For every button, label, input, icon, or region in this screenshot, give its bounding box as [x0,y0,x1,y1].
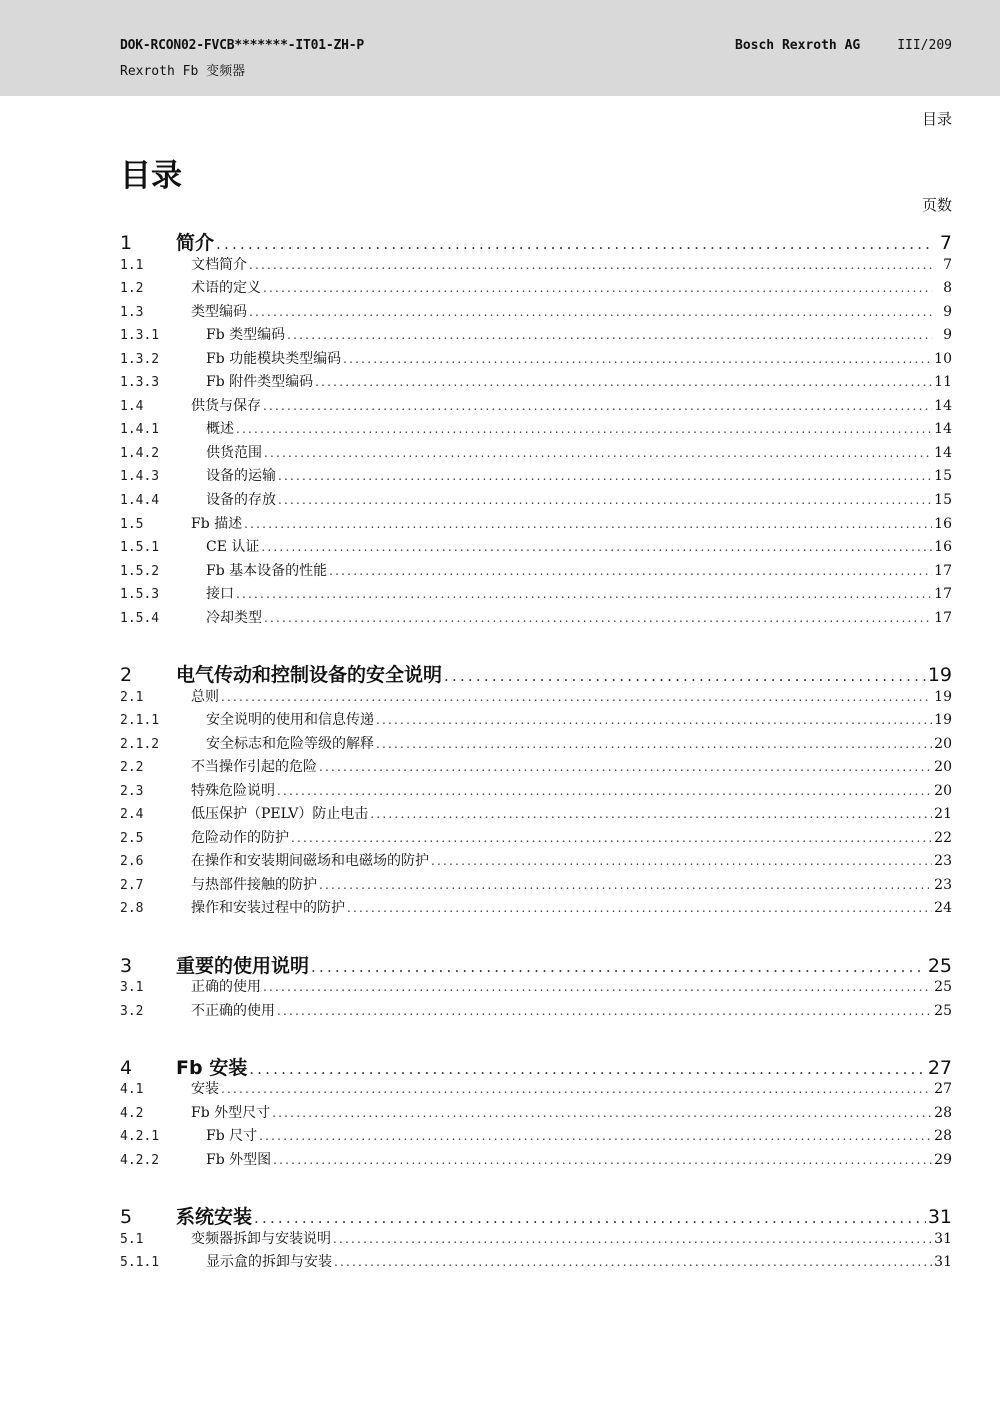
toc-entry-page: 14 [934,445,952,461]
toc-entry-number: 4.1 [120,1082,144,1097]
toc-entry-number: 1.5.1 [120,540,160,555]
toc-entry[interactable] [120,1149,952,1169]
toc-entry-number: 2.8 [120,901,144,916]
toc-entry-number: 1.5.3 [120,587,160,602]
toc-entry-number: 1.5.4 [120,611,160,626]
toc-dot-leader [263,281,932,295]
toc-entry-page: 7 [939,232,952,254]
toc-dot-leader [249,1060,926,1078]
toc-entry-number: 2.4 [120,807,144,822]
toc-entry-title: 类型编码 [191,304,247,320]
toc-entry[interactable] [120,1078,952,1098]
toc-entry-page: 22 [934,830,952,846]
toc-entry[interactable] [120,1228,952,1248]
toc-entry[interactable] [120,827,952,847]
toc-entry-title: Fb 类型编码 [206,327,286,343]
toc-entry-title: 设备的存放 [206,492,276,508]
toc-entry[interactable] [120,1102,952,1122]
toc-entry-number: 3.2 [120,1004,144,1019]
toc-entry-page: 27 [927,1057,952,1079]
toc-dot-leader [244,517,932,531]
toc-entry-number: 2.1.1 [120,713,160,728]
toc-entry-title: 低压保护（PELV）防止电击 [191,806,369,822]
toc-entry[interactable] [120,442,952,462]
toc-entry-page: 31 [934,1231,952,1247]
toc-dot-leader [319,878,932,892]
toc-entry-page: 28 [934,1105,952,1121]
page-title: 目录 [120,158,182,194]
toc-entry[interactable] [120,254,952,274]
toc-entry-number: 1.3.1 [120,328,160,343]
toc-dot-leader [287,328,932,342]
toc-entry-title: 安全标志和危险等级的解释 [206,736,374,752]
toc-dot-leader [261,540,932,554]
toc-entry-number: 1.4 [120,399,144,414]
toc-entry[interactable] [120,1000,952,1020]
toc-dot-leader [259,1129,932,1143]
toc-entry-title: 接口 [206,586,234,602]
toc-dot-leader [343,352,932,366]
toc-entry[interactable] [120,324,952,344]
toc-entry[interactable] [120,465,952,485]
toc-dot-leader [347,901,932,915]
toc-entry-title: Fb 功能模块类型编码 [206,351,342,367]
toc-entry-title: 冷却类型 [206,610,262,626]
toc-entry[interactable] [120,1125,952,1145]
toc-entry-page: 9 [943,327,952,343]
toc-entry-page: 20 [934,736,952,752]
toc-entry[interactable] [120,348,952,368]
toc-entry[interactable] [120,709,952,729]
toc-dot-leader [311,958,926,976]
toc-entry[interactable] [120,976,952,996]
toc-entry-number: 2.5 [120,831,144,846]
toc-entry-number: 1.3 [120,305,144,320]
toc-entry-title: 重要的使用说明 [176,955,310,977]
toc-entry-page: 17 [934,610,952,626]
toc-entry-title: 术语的定义 [191,280,261,296]
toc-entry[interactable] [120,513,952,533]
toc-entry[interactable] [120,780,952,800]
toc-entry-page: 24 [934,900,952,916]
toc-entry-number: 1.5 [120,517,144,532]
page-number: III/209 [897,38,952,53]
toc-entry[interactable] [120,756,952,776]
toc-dot-leader [315,375,932,389]
company-name: Bosch Rexroth AG [735,38,861,53]
toc-entry[interactable] [120,803,952,823]
toc-entry-page: 16 [934,539,952,555]
document-subtitle: Rexroth Fb 变频器 [120,64,246,79]
toc-dot-leader [273,1153,932,1167]
toc-entry[interactable] [120,1053,952,1080]
toc-entry[interactable] [120,395,952,415]
toc-entry[interactable] [120,874,952,894]
toc-entry-number: 1.3.2 [120,352,160,367]
toc-entry[interactable] [120,686,952,706]
toc-entry-page: 17 [934,563,952,579]
toc-entry-number: 4.2 [120,1106,144,1121]
toc-entry-title: Fb 基本设备的性能 [206,563,328,579]
toc-entry-title: 显示盒的拆卸与安装 [206,1254,332,1270]
toc-entry-number: 2 [120,664,133,686]
toc-entry-page: 20 [934,783,952,799]
toc-dot-leader [291,831,932,845]
page-header [0,0,1000,96]
toc-entry-title: 变频器拆卸与安装说明 [191,1231,331,1247]
toc-dot-leader [264,446,932,460]
toc-entry-number: 2.1.2 [120,737,160,752]
toc-entry[interactable] [120,951,952,978]
toc-dot-leader [264,611,932,625]
toc-dot-leader [236,587,932,601]
toc-entry-title: 设备的运输 [206,468,276,484]
toc-entry-page: 31 [927,1206,952,1228]
toc-dot-leader [236,422,932,436]
toc-entry[interactable] [120,277,952,297]
toc-entry-number: 3.1 [120,980,144,995]
toc-entry-title: 操作和安装过程中的防护 [191,900,345,916]
toc-entry[interactable] [120,1202,952,1229]
toc-entry[interactable] [120,583,952,603]
toc-entry-title: 系统安装 [176,1206,253,1228]
toc-entry-title: 供货与保存 [191,398,261,414]
toc-entry-page: 28 [934,1128,952,1144]
toc-entry-number: 1.4.2 [120,446,160,461]
section-label: 目录 [921,110,952,128]
toc-dot-leader [376,737,932,751]
toc-entry-title: CE 认证 [206,539,260,555]
toc-entry-page: 29 [934,1152,952,1168]
toc-entry-number: 1 [120,232,133,254]
toc-dot-leader [444,667,926,685]
toc-entry-title: 安全说明的使用和信息传递 [206,712,374,728]
toc-entry[interactable] [120,897,952,917]
toc-entry[interactable] [120,660,952,687]
toc-dot-leader [278,493,932,507]
toc-entry-page: 11 [934,374,952,390]
toc-entry-page: 25 [934,1003,952,1019]
toc-dot-leader [277,784,932,798]
toc-entry[interactable] [120,301,952,321]
toc-entry-page: 23 [934,853,952,869]
toc-entry-title: 简介 [176,232,215,254]
toc-entry-title: Fb 描述 [191,516,243,532]
page-column-label: 页数 [921,196,952,214]
toc-dot-leader [221,1082,932,1096]
toc-entry-title: 文档简介 [191,257,247,273]
toc-dot-leader [278,469,932,483]
toc-entry-title: 电气传动和控制设备的安全说明 [176,664,443,686]
toc-dot-leader [376,713,932,727]
toc-dot-leader [277,1004,932,1018]
toc-entry-title: 供货范围 [206,445,262,461]
toc-entry-page: 20 [934,759,952,775]
toc-entry-page: 15 [934,492,952,508]
toc-entry-page: 19 [934,689,952,705]
toc-entry-number: 2.6 [120,854,144,869]
toc-entry[interactable] [120,1251,952,1271]
toc-entry-page: 25 [927,955,952,977]
toc-entry[interactable] [120,489,952,509]
toc-entry-page: 17 [934,586,952,602]
toc-dot-leader [329,564,932,578]
toc-entry-page: 14 [934,421,952,437]
toc-dot-leader [263,980,932,994]
toc-entry-number: 2.3 [120,784,144,799]
toc-dot-leader [216,235,932,253]
toc-entry-page: 25 [934,979,952,995]
toc-entry-title: 与热部件接触的防护 [191,877,317,893]
toc-entry[interactable] [120,228,952,255]
toc-entry-page: 15 [934,468,952,484]
toc-entry[interactable] [120,536,952,556]
toc-entry-page: 8 [943,280,952,296]
toc-entry-number: 1.2 [120,281,144,296]
toc-dot-leader [249,305,932,319]
toc-entry-page: 7 [943,257,952,273]
toc-entry-title: Fb 外型尺寸 [191,1105,271,1121]
toc-entry-number: 2.2 [120,760,144,775]
toc-entry-number: 4.2.1 [120,1129,160,1144]
toc-entry-number: 2.1 [120,690,144,705]
toc-entry-number: 1.4.1 [120,422,160,437]
toc-dot-leader [333,1232,932,1246]
toc-entry-number: 1.4.3 [120,469,160,484]
toc-entry[interactable] [120,850,952,870]
toc-entry-number: 3 [120,955,133,977]
toc-entry-title: Fb 安装 [176,1057,248,1079]
toc-entry-number: 4 [120,1057,133,1079]
toc-entry[interactable] [120,418,952,438]
toc-entry-title: 在操作和安装期间磁场和电磁场的防护 [191,853,429,869]
toc-entry-title: 特殊危险说明 [191,783,275,799]
toc-entry-page: 23 [934,877,952,893]
toc-entry-number: 4.2.2 [120,1153,160,1168]
toc-entry-page: 27 [934,1081,952,1097]
toc-dot-leader [319,760,932,774]
toc-entry-number: 5.1.1 [120,1255,160,1270]
toc-dot-leader [254,1209,926,1227]
toc-dot-leader [334,1255,932,1269]
toc-entry-page: 10 [934,351,952,367]
toc-dot-leader [431,854,932,868]
toc-entry-page: 16 [934,516,952,532]
toc-dot-leader [221,690,932,704]
toc-entry-page: 14 [934,398,952,414]
toc-entry-title: Fb 附件类型编码 [206,374,314,390]
toc-entry-number: 2.7 [120,878,144,893]
toc-entry-title: Fb 尺寸 [206,1128,258,1144]
toc-entry-number: 5 [120,1206,133,1228]
toc-entry-title: Fb 外型图 [206,1152,272,1168]
toc-entry-title: 概述 [206,421,234,437]
toc-entry-title: 安装 [191,1081,219,1097]
toc-entry-page: 31 [934,1254,952,1270]
toc-dot-leader [272,1106,932,1120]
toc-entry-number: 5.1 [120,1232,144,1247]
toc-entry-page: 19 [927,664,952,686]
toc-entry[interactable] [120,371,952,391]
toc-dot-leader [263,399,932,413]
toc-entry-number: 1.1 [120,258,144,273]
toc-entry-title: 危险动作的防护 [191,830,289,846]
toc-entry-number: 1.3.3 [120,375,160,390]
document-id: DOK-RCON02-FVCB*******-IT01-ZH-P [120,38,365,53]
toc-entry-number: 1.4.4 [120,493,160,508]
toc-entry[interactable] [120,560,952,580]
toc-entry-title: 不当操作引起的危险 [191,759,317,775]
toc-entry-title: 正确的使用 [191,979,261,995]
toc-entry-title: 总则 [191,689,219,705]
toc-entry-page: 19 [934,712,952,728]
toc-dot-leader [370,807,932,821]
toc-dot-leader [249,258,932,272]
toc-entry-number: 1.5.2 [120,564,160,579]
toc-entry[interactable] [120,733,952,753]
toc-entry-page: 21 [934,806,952,822]
toc-entry-page: 9 [943,304,952,320]
toc-entry-title: 不正确的使用 [191,1003,275,1019]
toc-entry[interactable] [120,607,952,627]
